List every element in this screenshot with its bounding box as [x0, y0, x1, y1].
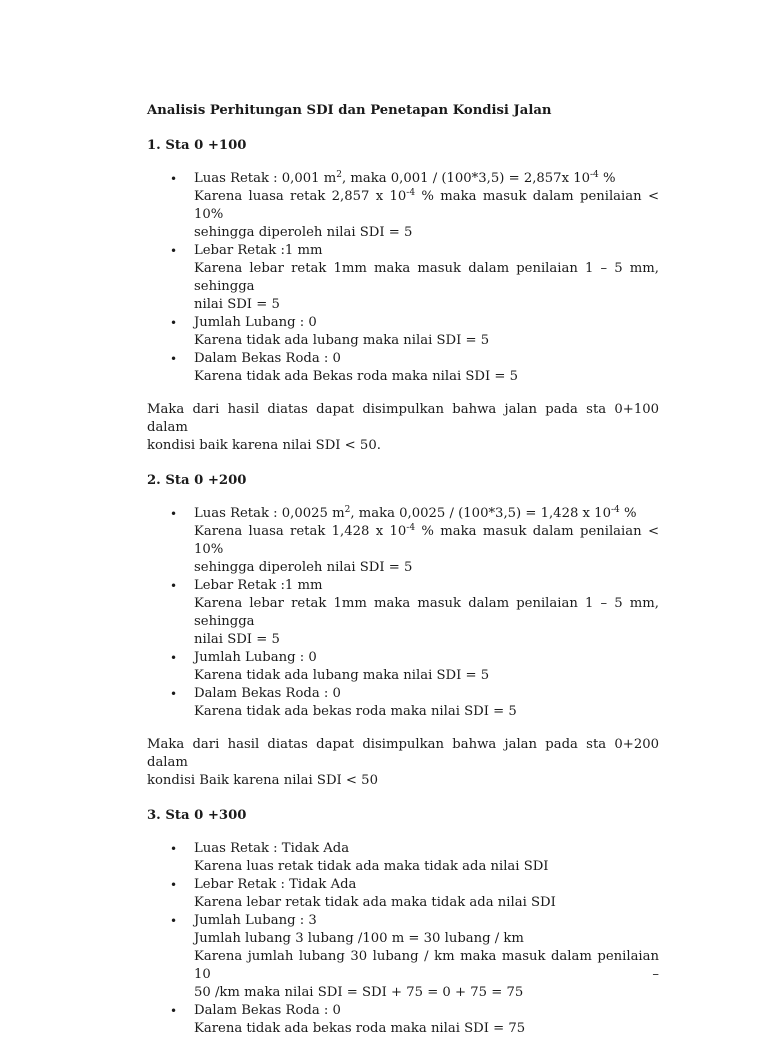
bullet-icon: •	[170, 244, 178, 258]
lebar-retak-reason-line1: Karena lebar retak 1mm maka masuk dalam penilaian 1 – 5 mm, sehingga	[194, 596, 659, 629]
lebar-retak-heading: Lebar Retak :1 mm	[194, 243, 323, 258]
list-item-luas-retak	[147, 170, 659, 242]
section-heading-sta-100: 1. Sta 0 +100	[147, 138, 247, 153]
section-heading-sta-200: 2. Sta 0 +200	[147, 473, 247, 488]
luas-retak-heading: Luas Retak : Tidak Ada	[194, 841, 350, 856]
document-page	[147, 102, 659, 1053]
bekas-roda-heading: Dalam Bekas Roda : 0	[194, 1003, 341, 1018]
luas-retak-sup-unit: 2	[344, 505, 351, 515]
luas-reason-text-b: % maka masuk dalam penilaian < 10%	[194, 524, 660, 557]
list-item-bekas-roda	[147, 1002, 659, 1038]
jumlah-lubang-reason-line1: Karena jumlah lubang 30 lubang / km maka masuk dalam penilaian 10 –	[194, 949, 659, 982]
conclusion-line1: Maka dari hasil diatas dapat disimpulkan bahwa jalan pada sta 0+100 dalam	[147, 402, 659, 435]
bullet-icon: •	[170, 1004, 178, 1018]
luas-retak-text-b: , maka 0,001 / (100*3,5) = 2,857x 10	[341, 171, 590, 186]
jumlah-lubang-reason: Karena tidak ada lubang maka nilai SDI = 5	[194, 333, 490, 348]
conclusion-sta-100	[147, 401, 659, 455]
luas-reason-text-b: % maka masuk dalam penilaian < 10%	[194, 189, 660, 222]
list-item-lebar-retak	[147, 876, 659, 912]
list-item-bekas-roda	[147, 685, 659, 721]
list-item-lebar-retak	[147, 242, 659, 314]
jumlah-lubang-heading: Jumlah Lubang : 0	[194, 315, 317, 330]
document-title: Analisis Perhitungan SDI dan Penetapan Kondisi Jalan	[147, 103, 552, 118]
bekas-roda-reason: Karena tidak ada Bekas roda maka nilai SDI = 5	[194, 369, 519, 384]
luas-reason-sup: -4	[406, 523, 416, 533]
bekas-roda-heading: Dalam Bekas Roda : 0	[194, 686, 341, 701]
luas-reason-text-a: Karena luasa retak 2,857 x 10	[194, 189, 407, 204]
conclusion-line2: kondisi Baik karena nilai SDI < 50	[147, 773, 378, 788]
bekas-roda-reason: Karena tidak ada bekas roda maka nilai SDI = 5	[194, 704, 517, 719]
luas-retak-text-c: %	[619, 506, 637, 521]
section-list-sta-200	[147, 505, 659, 721]
bullet-icon: •	[170, 651, 178, 665]
lebar-retak-reason: Karena lebar retak tidak ada maka tidak ada nilai SDI	[194, 895, 556, 910]
jumlah-lubang-reason-line2: 50 /km maka nilai SDI = SDI + 75 = 0 + 75 = 75	[194, 985, 524, 1000]
list-item-jumlah-lubang	[147, 314, 659, 350]
bullet-icon: •	[170, 579, 178, 593]
luas-retak-text-c: %	[598, 171, 616, 186]
list-item-bekas-roda	[147, 350, 659, 386]
bekas-roda-reason: Karena tidak ada bekas roda maka nilai SDI = 75	[194, 1021, 526, 1036]
luas-retak-line	[194, 170, 659, 188]
bullet-icon: •	[170, 842, 178, 856]
bullet-icon: •	[170, 878, 178, 892]
conclusion-line1: Maka dari hasil diatas dapat disimpulkan bahwa jalan pada sta 0+200 dalam	[147, 737, 659, 770]
section-list-sta-100	[147, 170, 659, 386]
luas-retak-sup-unit: 2	[336, 170, 342, 180]
luas-retak-text-b: , maka 0,0025 / (100*3,5) = 1,428 x 10	[350, 506, 611, 521]
luas-retak-reason-line1	[194, 523, 659, 559]
jumlah-lubang-calc: Jumlah lubang 3 lubang /100 m = 30 lubang / km	[194, 931, 524, 946]
jumlah-lubang-reason: Karena tidak ada lubang maka nilai SDI = 5	[194, 668, 490, 683]
bullet-icon: •	[170, 507, 178, 521]
conclusion-sta-200	[147, 736, 659, 790]
section-list-sta-300	[147, 840, 659, 1038]
luas-reason-text-a: Karena luasa retak 1,428 x 10	[194, 524, 407, 539]
jumlah-lubang-heading: Jumlah Lubang : 3	[194, 913, 317, 928]
luas-reason-sup: -4	[406, 188, 416, 198]
luas-retak-reason-line1	[194, 188, 659, 224]
lebar-retak-reason-line2: nilai SDI = 5	[194, 297, 280, 312]
list-item-jumlah-lubang	[147, 649, 659, 685]
list-item-luas-retak	[147, 840, 659, 876]
luas-retak-reason-line2: sehingga diperoleh nilai SDI = 5	[194, 560, 413, 575]
bullet-icon: •	[170, 352, 178, 366]
lebar-retak-reason-line1: Karena lebar retak 1mm maka masuk dalam penilaian 1 – 5 mm, sehingga	[194, 261, 659, 294]
lebar-retak-heading: Lebar Retak : Tidak Ada	[194, 877, 357, 892]
lebar-retak-reason-line2: nilai SDI = 5	[194, 632, 280, 647]
luas-retak-text-a: Luas Retak : 0,001 m	[194, 171, 337, 186]
section-heading-sta-300: 3. Sta 0 +300	[147, 808, 247, 823]
luas-retak-text-a: Luas Retak : 0,0025 m	[194, 506, 345, 521]
luas-retak-sup-exp: -4	[610, 505, 620, 515]
bullet-icon: •	[170, 316, 178, 330]
lebar-retak-heading: Lebar Retak :1 mm	[194, 578, 323, 593]
bullet-icon: •	[170, 172, 178, 186]
list-item-luas-retak	[147, 505, 659, 577]
conclusion-line2: kondisi baik karena nilai SDI < 50.	[147, 438, 381, 453]
jumlah-lubang-heading: Jumlah Lubang : 0	[194, 650, 317, 665]
list-item-jumlah-lubang	[147, 912, 659, 1002]
bekas-roda-heading: Dalam Bekas Roda : 0	[194, 351, 341, 366]
list-item-lebar-retak	[147, 577, 659, 649]
bullet-icon: •	[170, 687, 178, 701]
bullet-icon: •	[170, 914, 178, 928]
luas-retak-sup-exp: -4	[589, 170, 599, 180]
luas-retak-line	[194, 505, 659, 523]
luas-retak-reason: Karena luas retak tidak ada maka tidak ada nilai SDI	[194, 859, 549, 874]
luas-retak-reason-line2: sehingga diperoleh nilai SDI = 5	[194, 225, 413, 240]
